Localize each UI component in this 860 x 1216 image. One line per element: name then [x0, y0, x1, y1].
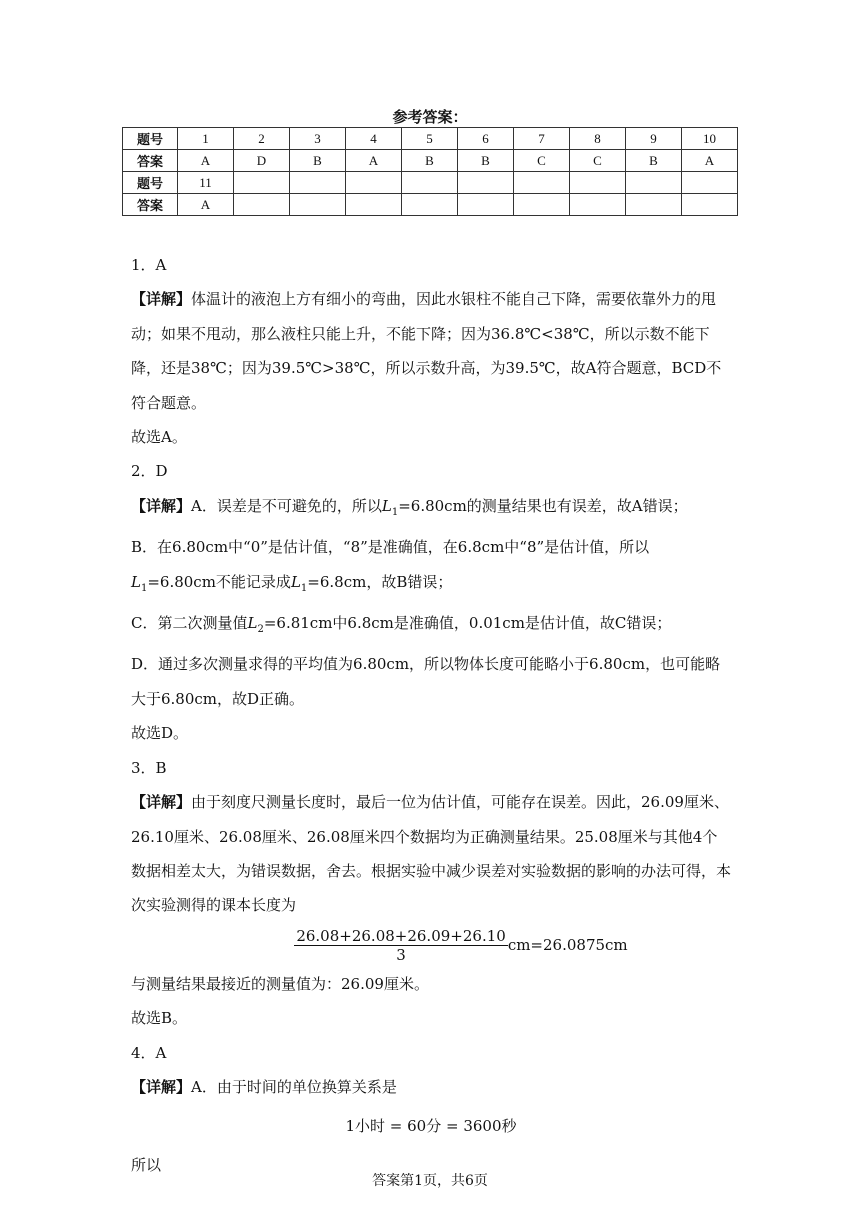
table-cell [458, 172, 514, 194]
table-cell: 2 [234, 128, 290, 150]
explanation-tag: 【详解】 [131, 793, 192, 812]
q2-conclusion: 故选D。 [131, 724, 189, 743]
table-cell: 11 [178, 172, 234, 194]
table-cell [514, 194, 570, 216]
q2-b-text-end: =6.8cm，故B错误； [307, 572, 453, 591]
answer-explanations [131, 248, 731, 1183]
variable-l: L [247, 614, 258, 633]
table-cell: 4 [346, 128, 402, 150]
explanation-tag: 【详解】 [131, 1077, 192, 1096]
q3-explanation [131, 785, 731, 923]
q2-b-text-mid: =6.80cm不能记录成 [147, 572, 291, 591]
table-cell [570, 172, 626, 194]
table-cell [626, 172, 682, 194]
table-cell: A [346, 150, 402, 172]
q1-conclusion: 故选A。 [131, 428, 187, 447]
table-cell [458, 194, 514, 216]
q4-text: A．由于时间的单位换算关系是 [191, 1077, 397, 1096]
table-cell [682, 172, 738, 194]
row-label-number: 题号 [123, 172, 178, 194]
q2-b-text: B．在6.80cm中“0”是估计值，“8”是准确值，在6.8cm中“8”是估计值，所以 [131, 538, 650, 557]
table-cell: B [626, 150, 682, 172]
page-title: 参考答案： [392, 108, 468, 126]
table-cell [290, 172, 346, 194]
table-cell: B [402, 150, 458, 172]
q3-heading: 3．B [131, 758, 167, 777]
table-cell [346, 194, 402, 216]
q2-a-text-end: =6.80cm的测量结果也有误差，故A错误； [398, 496, 688, 515]
q3-text: 由于刻度尺测量长度时，最后一位为估计值，可能存在误差。因此，26.09厘米、26.10厘米、26.08厘米、26.08厘米四个数据均为正确测量结果。25.08厘米与其他4个数据相差太大，为错误数据，舍去。根据实验中减少误差对实验数据的影响的办法可得，本次实验测得的课本长度为 [131, 793, 732, 915]
table-cell: A [178, 150, 234, 172]
table-cell: D [234, 150, 290, 172]
table-cell: 9 [626, 128, 682, 150]
q2-c-text: C．第二次测量值 [131, 614, 248, 633]
row-label-answer: 答案 [123, 194, 178, 216]
q2-option-c [131, 606, 731, 647]
q1-explanation [131, 282, 731, 420]
table-row [123, 150, 738, 172]
table-cell: A [682, 150, 738, 172]
table-cell: 5 [402, 128, 458, 150]
row-label-number: 题号 [123, 128, 178, 150]
q2-heading: 2．D [131, 462, 168, 481]
table-cell [402, 194, 458, 216]
table-row [123, 172, 738, 194]
table-cell: 8 [570, 128, 626, 150]
subscript: 1 [140, 582, 148, 594]
q4-after: 所以 [131, 1156, 162, 1175]
q3-conclusion: 故选B。 [131, 1009, 188, 1028]
q1-text: 体温计的液泡上方有细小的弯曲，因此水银柱不能自己下降，需要依靠外力的甩动；如果不甩动，那么液柱只能上升，不能下降；因为36.8℃<38℃，所以示数不能下降，还是38℃；因为39.5℃>38℃，所以示数升高，为39.5℃，故A符合题意，BCD不符合题意。 [131, 290, 722, 412]
table-cell [234, 172, 290, 194]
explanation-tag: 【详解】 [131, 496, 192, 515]
answer-table [122, 127, 738, 216]
variable-l: L [381, 496, 392, 515]
q4-explanation [131, 1070, 731, 1104]
q3-after: 与测量结果最接近的测量值为：26.09厘米。 [131, 974, 429, 993]
table-cell [626, 194, 682, 216]
row-label-answer: 答案 [123, 150, 178, 172]
table-cell: 3 [290, 128, 346, 150]
q4-heading: 4．A [131, 1043, 167, 1062]
q2-c-text-end: =6.81cm中6.8cm是准确值，0.01cm是估计值，故C错误； [263, 614, 672, 633]
variable-l: L [290, 572, 301, 591]
subscript: 1 [391, 506, 399, 518]
fraction-denominator: 3 [396, 946, 406, 965]
table-cell: 1 [178, 128, 234, 150]
table-cell [570, 194, 626, 216]
table-cell [514, 172, 570, 194]
table-cell: C [570, 150, 626, 172]
table-row [123, 194, 738, 216]
subscript: 2 [257, 624, 264, 636]
table-cell: 7 [514, 128, 570, 150]
q2-a-text: A．误差是不可避免的，所以 [191, 496, 382, 515]
table-cell: 6 [458, 128, 514, 150]
page-footer: 答案第1页，共6页 [372, 1173, 488, 1189]
table-cell: 10 [682, 128, 738, 150]
q2-option-d: D．通过多次测量求得的平均值为6.80cm，所以物体长度可能略小于6.80cm，也可能略大于6.80cm，故D正确。 [131, 655, 721, 708]
table-cell: A [178, 194, 234, 216]
table-cell [290, 194, 346, 216]
table-cell [234, 194, 290, 216]
q1-heading: 1．A [131, 256, 167, 274]
table-row [123, 128, 738, 150]
q3-formula [131, 923, 731, 967]
fraction-result: cm=26.0875cm [507, 935, 628, 954]
subscript: 1 [300, 582, 308, 594]
q4-formula: 1小时 = 60分 = 3600秒 [345, 1117, 517, 1136]
table-cell [402, 172, 458, 194]
variable-l: L [131, 572, 141, 591]
table-cell: B [458, 150, 514, 172]
fraction-numerator: 26.08+26.08+26.09+26.10 [296, 927, 506, 946]
explanation-tag: 【详解】 [131, 290, 192, 309]
table-cell [346, 172, 402, 194]
table-cell [682, 194, 738, 216]
table-cell: B [290, 150, 346, 172]
q2-option-a [131, 489, 731, 530]
fraction [294, 927, 507, 964]
table-cell: C [514, 150, 570, 172]
q2-option-b [131, 530, 731, 606]
